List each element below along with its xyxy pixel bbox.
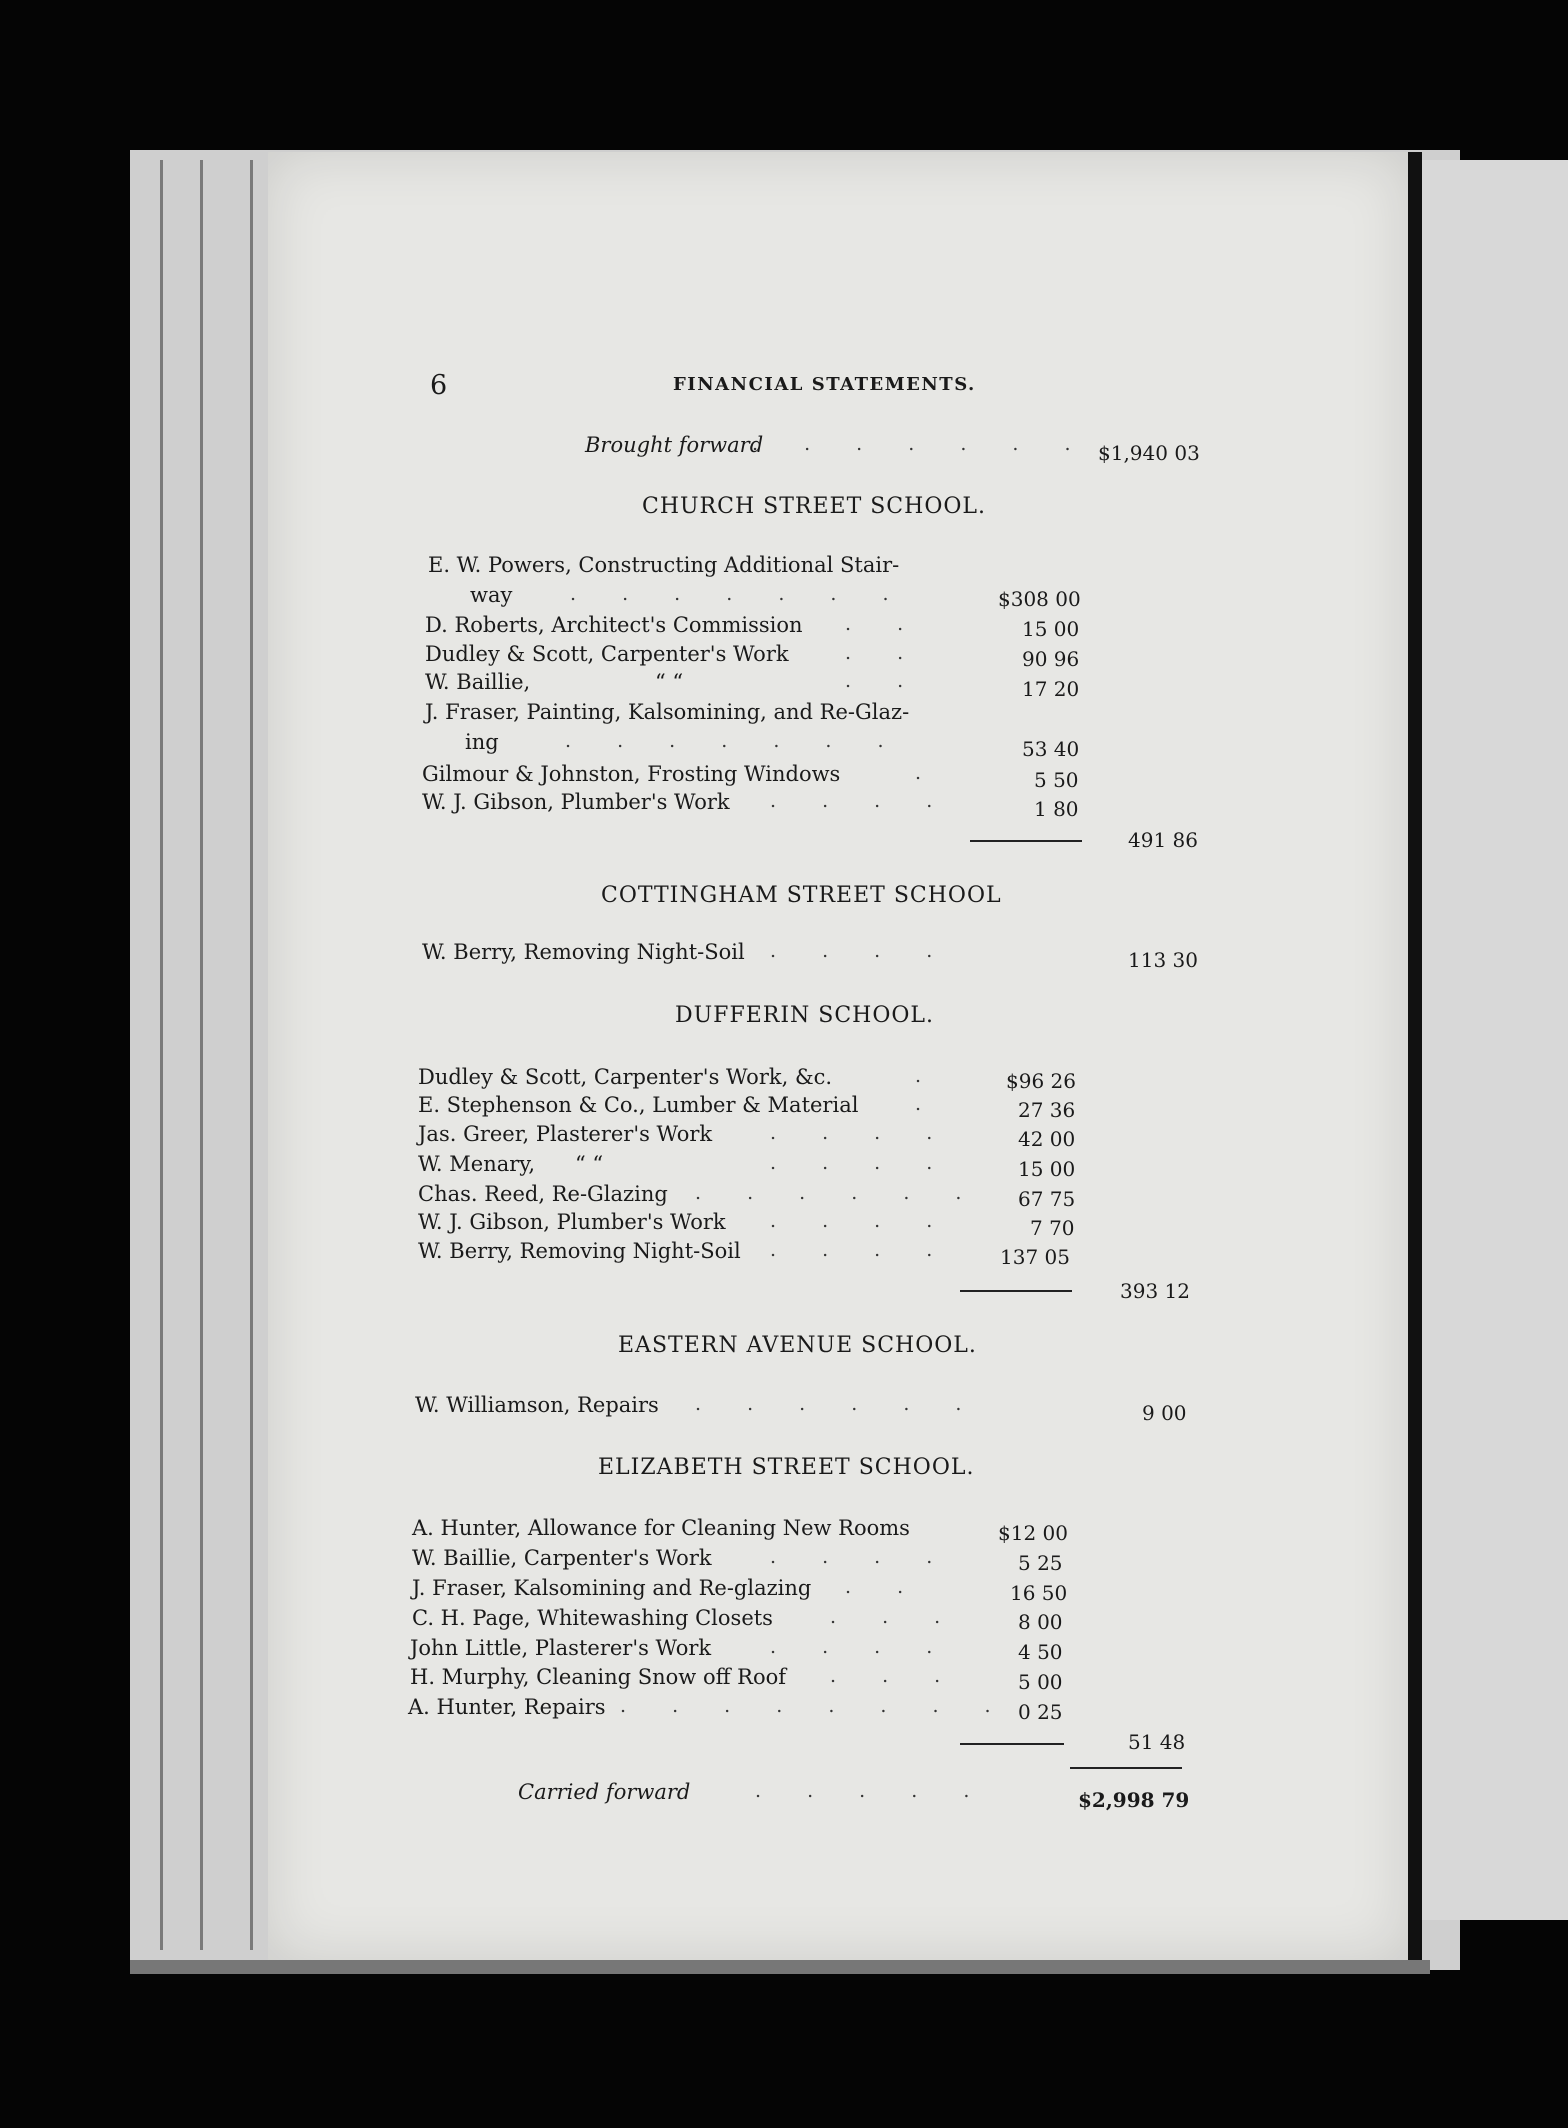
leader-dots: . . . . [770, 790, 953, 812]
subtotal-rule [970, 840, 1082, 842]
entry-text: W. Baillie, Carpenter's Work [412, 1546, 712, 1570]
entry-amount: 16 50 [1010, 1581, 1068, 1605]
leader-dots: . . . . . . . [565, 730, 904, 752]
subtotal-rule [960, 1743, 1064, 1745]
leader-dots: . . . . . [755, 1780, 990, 1802]
entry-text: W. Berry, Removing Night-Soil [422, 940, 745, 964]
entry-text: E. W. Powers, Constructing Additional Stair- [428, 553, 900, 577]
entry-text: Chas. Reed, Re-Glazing [418, 1182, 668, 1206]
section-total: 51 48 [1128, 1730, 1186, 1754]
binding-edge [1408, 152, 1422, 1960]
entry-amount: 15 00 [1022, 617, 1080, 641]
entry-text: A. Hunter, Allowance for Cleaning New Rooms [412, 1516, 910, 1540]
subtotal-rule [960, 1290, 1072, 1292]
page-bottom-edge [130, 1960, 1430, 1974]
leader-dots: . . . . [770, 1239, 953, 1261]
entry-text: W. J. Gibson, Plumber's Work [418, 1210, 726, 1234]
facing-page [1422, 160, 1568, 1920]
entry-text: D. Roberts, Architect's Commission [425, 613, 803, 637]
leader-dots: . . . [830, 1665, 961, 1687]
entry-text: C. H. Page, Whitewashing Closets [412, 1606, 773, 1630]
section-total: 491 86 [1128, 828, 1198, 852]
entry-amount: $308 00 [998, 587, 1081, 611]
leader-dots: . . . . [770, 1152, 953, 1174]
entry-amount: 53 40 [1022, 737, 1080, 761]
section-title-eastern-avenue: EASTERN AVENUE SCHOOL. [618, 1333, 977, 1358]
entry-amount: 5 25 [1018, 1551, 1063, 1575]
leader-dots: . . . . . . . [570, 583, 909, 605]
running-title: FINANCIAL STATEMENTS. [673, 374, 976, 395]
leader-dots: . [915, 1065, 942, 1087]
page-stack-edge [250, 160, 253, 1950]
leader-dots: . . [845, 1576, 924, 1598]
entry-amount: 67 75 [1018, 1187, 1076, 1211]
entry-text: Gilmour & Johnston, Frosting Windows [422, 762, 841, 786]
section-total: 9 00 [1142, 1401, 1187, 1425]
leader-dots: . [915, 1093, 942, 1115]
leader-dots: . [915, 762, 942, 784]
leader-dots: . . . . [770, 1636, 953, 1658]
section-title-dufferin: DUFFERIN SCHOOL. [675, 1003, 935, 1028]
entry-text-continued: ing [465, 730, 499, 754]
section-total: 113 30 [1128, 948, 1198, 972]
entry-amount: 5 50 [1034, 768, 1079, 792]
leader-dots: . . [845, 670, 924, 692]
entry-text: J. Fraser, Kalsomining and Re-glazing [412, 1576, 812, 1600]
entry-amount: 27 36 [1018, 1098, 1076, 1122]
leader-dots: . . . . [770, 1546, 953, 1568]
leader-dots: . . [845, 613, 924, 635]
leader-dots: . . . . . . . [752, 433, 1091, 455]
leader-dots: . . . . . . [695, 1182, 982, 1204]
leader-dots: . . . . [770, 1122, 953, 1144]
entry-text: W. J. Gibson, Plumber's Work [422, 790, 730, 814]
entry-text: J. Fraser, Painting, Kalsomining, and Re-Glaz- [425, 700, 910, 724]
page-stack-edge [160, 160, 163, 1950]
entry-text: Jas. Greer, Plasterer's Work [418, 1122, 713, 1146]
entry-amount: 5 00 [1018, 1670, 1063, 1694]
section-title-church-street: CHURCH STREET SCHOOL. [642, 494, 986, 519]
entry-amount: 17 20 [1022, 677, 1080, 701]
entry-text: W. Menary, [418, 1152, 536, 1176]
entry-amount: 8 00 [1018, 1610, 1063, 1634]
entry-amount: 137 05 [1000, 1245, 1070, 1269]
leader-dots: . . [845, 642, 924, 664]
entry-text: A. Hunter, Repairs [408, 1695, 606, 1719]
entry-text: E. Stephenson & Co., Lumber & Material [418, 1093, 859, 1117]
page-number: 6 [430, 370, 448, 401]
brought-forward-label: Brought forward [585, 433, 764, 457]
entry-amount: 90 96 [1022, 647, 1080, 671]
carried-forward-amount: $2,998 79 [1078, 1788, 1190, 1812]
entry-text: H. Murphy, Cleaning Snow off Roof [410, 1665, 787, 1689]
section-title-elizabeth-street: ELIZABETH STREET SCHOOL. [598, 1455, 975, 1480]
entry-text: Dudley & Scott, Carpenter's Work [425, 642, 789, 666]
entry-amount: 42 00 [1018, 1127, 1076, 1151]
entry-amount: 0 25 [1018, 1700, 1063, 1724]
entry-text: John Little, Plasterer's Work [410, 1636, 712, 1660]
entry-amount: 15 00 [1018, 1157, 1076, 1181]
leader-dots: . . . [830, 1606, 961, 1628]
entry-text-continued: way [470, 583, 513, 607]
section-total: 393 12 [1120, 1279, 1190, 1303]
section-title-cottingham-street: COTTINGHAM STREET SCHOOL [601, 883, 1002, 908]
entry-text: W. Baillie, [425, 670, 531, 694]
entry-amount: $12 00 [998, 1521, 1068, 1545]
entry-amount: 1 80 [1034, 797, 1079, 821]
carried-forward-label: Carried forward [518, 1780, 691, 1804]
leader-dots: . . . . . . . . [620, 1695, 1011, 1717]
page-stack-edge [200, 160, 203, 1950]
entry-amount: 7 70 [1030, 1216, 1075, 1240]
entry-amount: $96 26 [1006, 1069, 1076, 1093]
ditto-marks: “ “ [575, 1152, 604, 1176]
entry-text: Dudley & Scott, Carpenter's Work, &c. [418, 1065, 833, 1089]
leader-dots: . . . . [770, 1210, 953, 1232]
ditto-marks: “ “ [655, 670, 684, 694]
leader-dots: . . . . [770, 940, 953, 962]
brought-forward-amount: $1,940 03 [1098, 441, 1200, 465]
entry-text: W. Williamson, Repairs [415, 1393, 659, 1417]
grand-total-rule [1070, 1767, 1182, 1769]
entry-text: W. Berry, Removing Night-Soil [418, 1239, 741, 1263]
leader-dots: . . . . . . [695, 1393, 982, 1415]
entry-amount: 4 50 [1018, 1640, 1063, 1664]
